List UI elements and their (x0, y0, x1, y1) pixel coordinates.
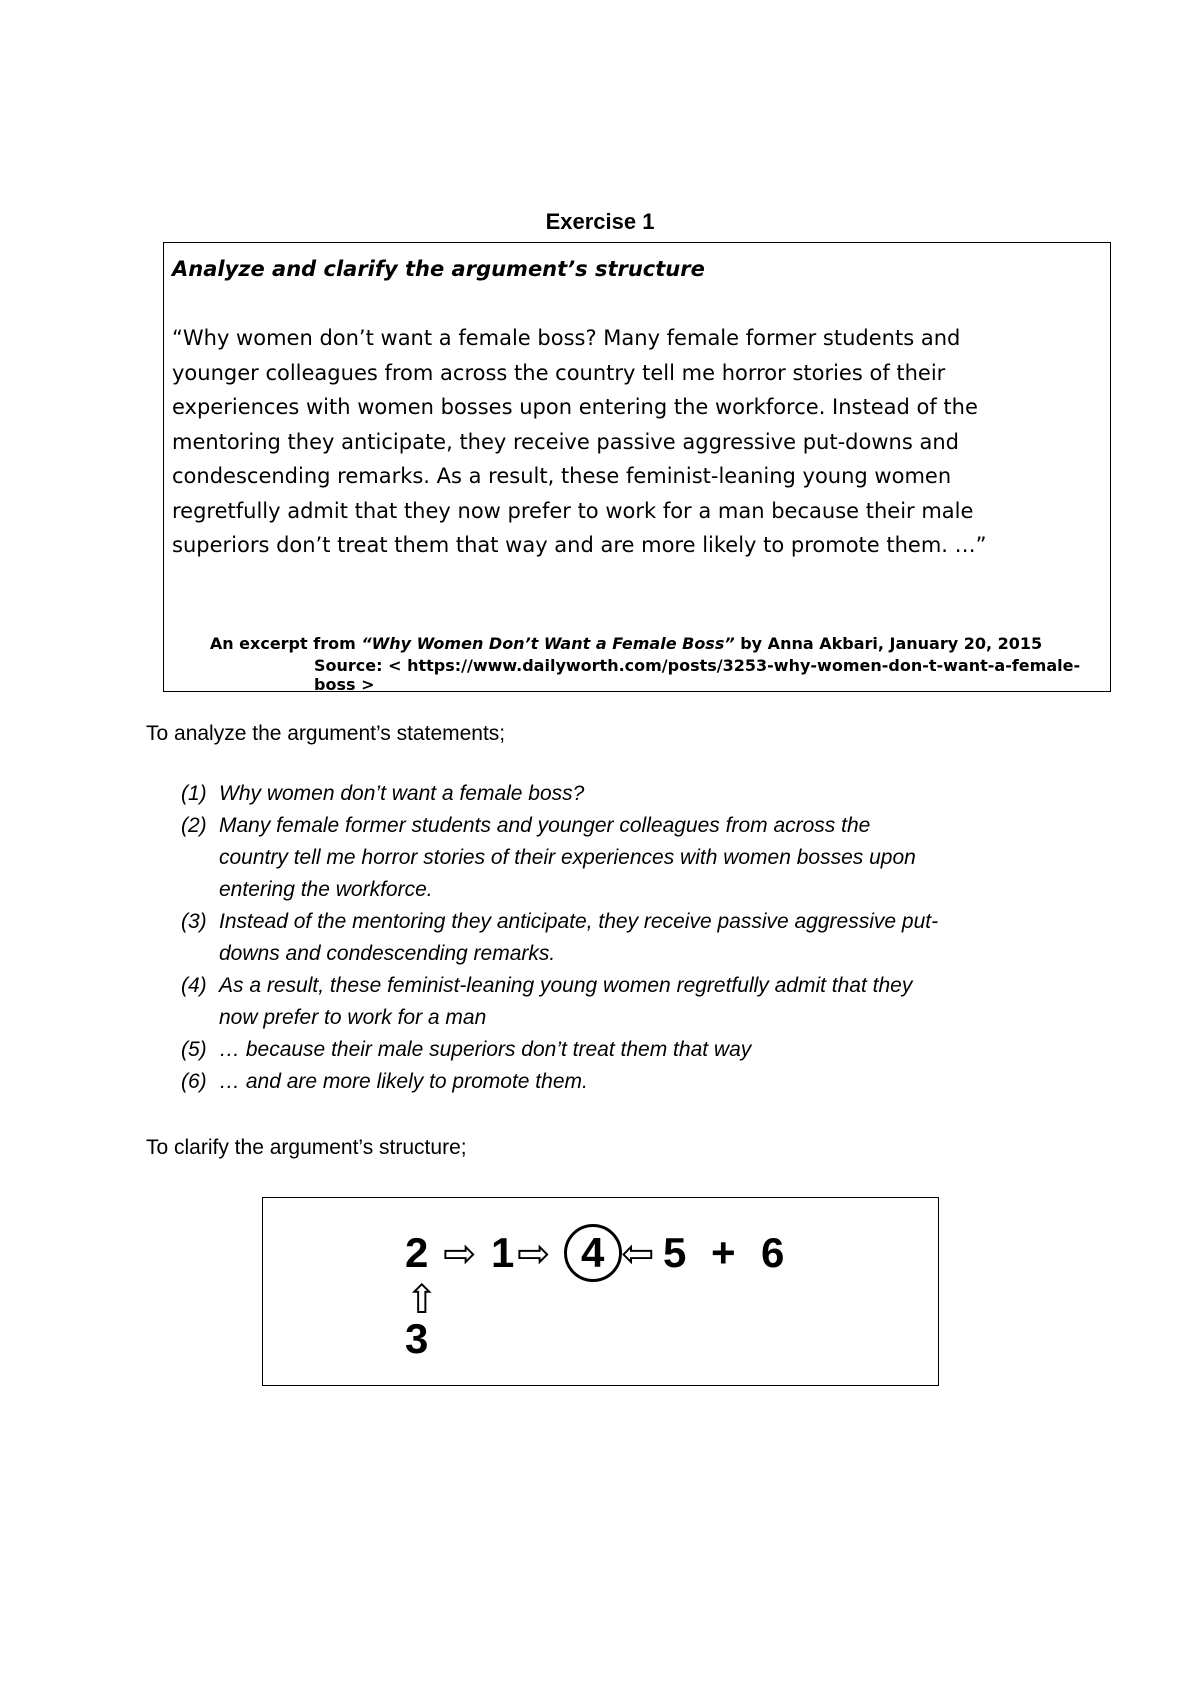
clarify-intro: To clarify the argument’s structure; (146, 1136, 467, 1159)
statement-item (181, 810, 1081, 906)
statement-number: (1) (181, 782, 207, 805)
task-heading: Analyze and clarify the argument’s structure (172, 257, 705, 281)
arrow-right-icon: ⇨ (443, 1232, 477, 1276)
statement-number: (6) (181, 1070, 207, 1093)
statement-number: (3) (181, 910, 207, 933)
argument-quote: “Why women don’t want a female boss? Many female former students and younger colleagues from across the country tell me horror stories of their experiences with women bosses upon entering the workforce. Instead of the mentoring they anticipate, they receive passive aggressive put-downs and condescending remarks. As a result, these feminist-leaning young women regretfully admit that they now prefer to work for a man because their male superiors don’t treat them that way and are more likely to promote them. …” (172, 326, 987, 557)
arrow-left-icon: ⇦ (621, 1232, 655, 1276)
node-6: 6 (761, 1229, 785, 1276)
statement-text: Many female former students and younger colleagues from across the country tell me horror stories of their experiences with women bosses upon entering the workforce. (219, 814, 916, 901)
citation-title: “Why Women Don’t Want a Female Boss” (361, 634, 735, 653)
statement-text: Why women don’t want a female boss? (219, 782, 585, 805)
node-3: 3 (405, 1315, 429, 1362)
arrow-right-icon: ⇨ (517, 1232, 551, 1276)
statement-text: Instead of the mentoring they anticipate, they receive passive aggressive put- downs and condescending remarks. (219, 910, 939, 965)
analyze-intro: To analyze the argument’s statements; (146, 722, 506, 745)
node-4: 4 (581, 1229, 605, 1276)
statement-item (181, 1034, 1081, 1066)
statement-text: As a result, these feminist-leaning young women regretfully admit that they now prefer to work for a man (219, 974, 913, 1029)
node-5: 5 (663, 1229, 687, 1276)
statement-number: (4) (181, 974, 207, 997)
statement-text: … and are more likely to promote them. (219, 1070, 588, 1093)
citation (164, 631, 1088, 656)
task-box (163, 242, 1111, 692)
citation-prefix: An excerpt from (209, 634, 362, 653)
plus-sign: + (711, 1229, 736, 1276)
statement-list (181, 778, 1081, 1098)
structure-diagram (263, 1198, 940, 1387)
citation-source: Source: < https://www.dailyworth.com/posts/3253-why-women-don-t-want-a-female-boss > (314, 656, 1081, 694)
node-2: 2 (405, 1229, 429, 1276)
structure-diagram-box (262, 1197, 939, 1386)
statement-text: … because their male superiors don’t treat them that way (219, 1038, 752, 1061)
statement-item (181, 1066, 1081, 1098)
statement-number: (5) (181, 1038, 207, 1061)
statement-item (181, 970, 1081, 1034)
statement-item (181, 906, 1081, 970)
node-1: 1 (491, 1229, 515, 1276)
statement-number: (2) (181, 814, 207, 837)
citation-suffix: by Anna Akbari, January 20, 2015 (734, 634, 1043, 653)
statement-item (181, 778, 1081, 810)
exercise-title: Exercise 1 (545, 209, 655, 234)
arrow-up-icon: ⇧ (405, 1278, 439, 1322)
